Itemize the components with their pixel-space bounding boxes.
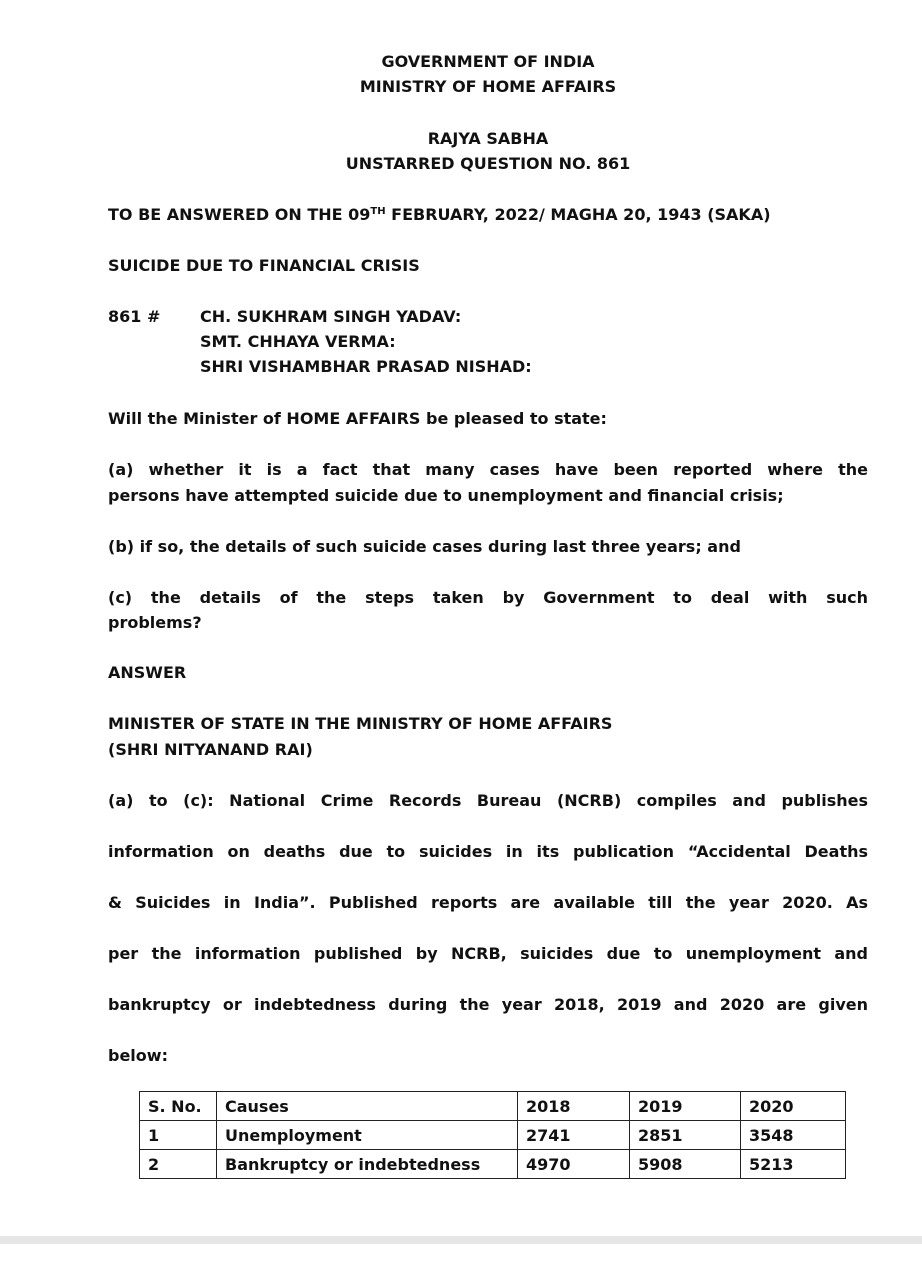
member-name: SHRI VISHAMBHAR PRASAD NISHAD: xyxy=(200,357,532,376)
header-cell-2019: 2019 xyxy=(630,1092,741,1121)
header-question-number: UNSTARRED QUESTION NO. 861 xyxy=(345,154,631,173)
header-cell-2020: 2020 xyxy=(741,1092,846,1121)
page-bottom-divider xyxy=(0,1236,922,1244)
table-cell: Unemployment xyxy=(217,1121,518,1150)
table-header-row xyxy=(140,1092,846,1121)
answer-line: bankruptcy or indebtedness during the year 2018, 2019 and 2020 are given xyxy=(108,995,868,1014)
table-cell: Bankruptcy or indebtedness xyxy=(217,1150,518,1179)
answer-line: (a) to (c): National Crime Records Bureau (NCRB) compiles and publishes xyxy=(108,791,868,810)
table-cell: 5213 xyxy=(741,1150,846,1179)
answer-heading: ANSWER xyxy=(108,663,187,682)
header-government: GOVERNMENT OF INDIA xyxy=(381,52,595,71)
table-cell: 2 xyxy=(140,1150,217,1179)
suicide-data-table xyxy=(139,1091,846,1179)
question-intro: Will the Minister of HOME AFFAIRS be pleased to state: xyxy=(108,409,607,428)
answer-line: per the information published by NCRB, suicides due to unemployment and xyxy=(108,944,868,963)
table-cell: 3548 xyxy=(741,1121,846,1150)
answer-date-sup: TH xyxy=(370,206,386,217)
member-name: SMT. CHHAYA VERMA: xyxy=(200,332,396,351)
header-cell-2018: 2018 xyxy=(518,1092,630,1121)
header-ministry: MINISTRY OF HOME AFFAIRS xyxy=(359,77,617,96)
answer-date-suffix: FEBRUARY, 2022/ MAGHA 20, 1943 (SAKA) xyxy=(385,205,771,224)
minister-name: (SHRI NITYANAND RAI) xyxy=(108,740,313,759)
answer-date xyxy=(108,205,771,224)
table-cell: 4970 xyxy=(518,1150,630,1179)
answer-date-prefix: TO BE ANSWERED ON THE 09 xyxy=(108,205,371,224)
table-cell: 2851 xyxy=(630,1121,741,1150)
question-a-line: (a) whether it is a fact that many cases have been reported where the xyxy=(108,460,868,479)
member-name: CH. SUKHRAM SINGH YADAV: xyxy=(200,307,462,326)
table-row xyxy=(140,1150,846,1179)
table-cell: 5908 xyxy=(630,1150,741,1179)
question-c-line: (c) the details of the steps taken by Government to deal with such xyxy=(108,588,868,607)
table-cell: 1 xyxy=(140,1121,217,1150)
question-a-line: persons have attempted suicide due to unemployment and financial crisis; xyxy=(108,486,784,505)
header-cell-sno: S. No. xyxy=(140,1092,217,1121)
header-cell-causes: Causes xyxy=(217,1092,518,1121)
answer-line: information on deaths due to suicides in its publication “Accidental Deaths xyxy=(108,842,868,861)
minister-title: MINISTER OF STATE IN THE MINISTRY OF HOME AFFAIRS xyxy=(108,714,613,733)
subject-heading: SUICIDE DUE TO FINANCIAL CRISIS xyxy=(108,256,420,275)
question-number: 861 # xyxy=(108,307,161,326)
question-b: (b) if so, the details of such suicide cases during last three years; and xyxy=(108,537,741,556)
question-c-line: problems? xyxy=(108,613,202,632)
answer-line: & Suicides in India”. Published reports are available till the year 2020. As xyxy=(108,893,868,912)
table-row xyxy=(140,1121,846,1150)
table-cell: 2741 xyxy=(518,1121,630,1150)
answer-line: below: xyxy=(108,1046,168,1065)
header-house: RAJYA SABHA xyxy=(427,129,549,148)
